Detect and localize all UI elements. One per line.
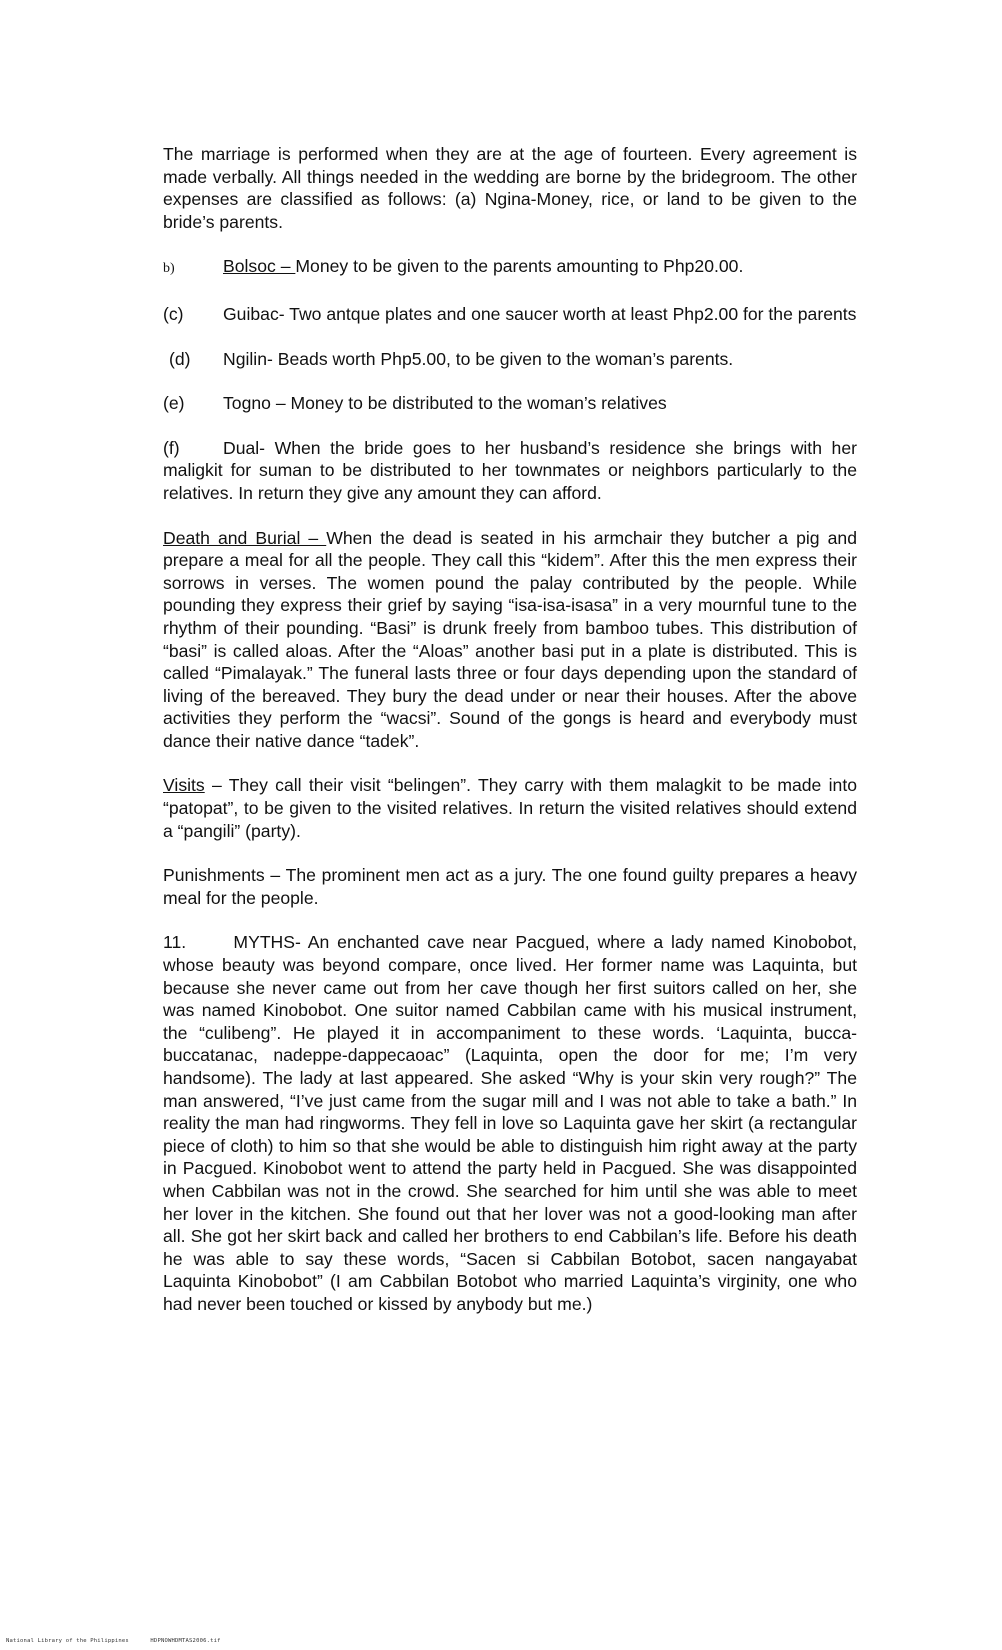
item-text: Guibac- Two antque plates and one saucer worth at least Php2.00 for the parents (223, 303, 857, 324)
section-number: 11. (163, 932, 187, 953)
section-heading: Death and Burial – (163, 527, 327, 548)
section-heading: Visits (163, 775, 205, 796)
section-text: MYTHS- An enchanted cave near Pacgued, where a lady named Kinobobot, whose beauty was beyond compare, once lived. Her former name was Laquinta, but because she never came out from her cave though her first suitors called on her, she was named Kinobobot. One suitor named Cabbilan came with his musical instrument, the “culibeng”. He played it in accompaniment to these words. ‘Laquinta, bucca-buccatanac, nadeppe-dappecaoac” (Laquinta, open the door for me; I’m very handsome). The lady at last appeared. She asked “Why is your skin very rough?” The man answered, “I’ve just came from the sugar mill and I was not able to take a bath.” In reality the man had ringworms. They fell in love so Laquinta gave her skirt (a rectangular piece of cloth) to him so that she would be able to distinguish him right away at the party in Pacgued. Kinobobot went to attend the party held in Pacgued. She was disappointed when Cabbilan was not in the crowd. She searched for him until she was able to meet her lover in the kitchen. She found out that her lover was not a good-looking man after all. She got her skirt back and called her brothers to end Cabbilan’s life. Before his death he was able to say these words, “Sacen si Cabbilan Botobot, sacen nangayabat Laquinta Kinobobot” (I am Cabbilan Botobot who married Laquinta’s virginity, one who had never been touched or kissed by anybody but me.) (163, 932, 857, 1314)
expense-item-d (163, 348, 857, 371)
myths-paragraph (163, 931, 857, 1315)
item-text: Togno – Money to be distributed to the woman’s relatives (223, 393, 667, 414)
footer-code: HDPNOWHDMTAS2006.tif (150, 1638, 221, 1644)
item-marker: (d) (169, 348, 191, 369)
expense-item-b (163, 255, 857, 281)
death-and-burial-paragraph (163, 527, 857, 753)
item-term: Bolsoc – (223, 256, 296, 277)
visits-paragraph (163, 774, 857, 842)
expense-item-f (163, 437, 857, 505)
expense-item-c (163, 303, 857, 326)
item-text: Money to be given to the parents amounting to Php20.00. (295, 256, 744, 277)
footer-library: National Library of the Philippines (6, 1638, 129, 1644)
marriage-paragraph: The marriage is performed when they are at the age of fourteen. Every agreement is made verbally. All things needed in the wedding are borne by the bridegroom. The other expenses are classified as follows: (a) Ngina-Money, rice, or land to be given to the bride’s parents. (163, 144, 857, 232)
item-marker: b) (163, 261, 175, 277)
item-marker: (f) (163, 437, 180, 458)
section-text: When the dead is seated in his armchair they butcher a pig and prepare a meal for all the people. They call this “kidem”. After this the men express their sorrows in verses. The women pound the palay contributed by the people. While pounding they express their grief by saying “isa-isa-isasa” in a very mournful tune to the rhythm of their pounding. “Basi” is drunk freely from bamboo tubes. This distribution of “basi” is called aloas. After the “Aloas” another basi put in a plate is distributed. This is called “Pimalayak.” The funeral lasts three or four days depending upon the standard of living of the bereaved. They bury the dead under or near their houses. After the above activities they perform the “wacsi”. Sound of the gongs is heard and everybody must dance their native dance “tadek”. (163, 527, 857, 751)
scan-footer (6, 1638, 221, 1644)
expense-item-e (163, 392, 857, 415)
item-text: Ngilin- Beads worth Php5.00, to be given to the woman’s parents. (223, 348, 734, 369)
item-marker: (c) (163, 303, 184, 324)
punishments-paragraph: Punishments – The prominent men act as a jury. The one found guilty prepares a heavy meal for the people. (163, 865, 857, 908)
item-text: Dual- When the bride goes to her husband’s residence she brings with her maligkit for suman to be distributed to her townmates or neighbors particularly to the relatives. In return they give any amount they can afford. (163, 437, 857, 503)
item-marker: (e) (163, 393, 185, 414)
document-page (163, 143, 857, 1338)
section-text: – They call their visit “belingen”. They carry with them malagkit to be made into “patopat”, to be given to the visited relatives. In return the visited relatives should extend a “pangili” (party). (163, 775, 857, 841)
